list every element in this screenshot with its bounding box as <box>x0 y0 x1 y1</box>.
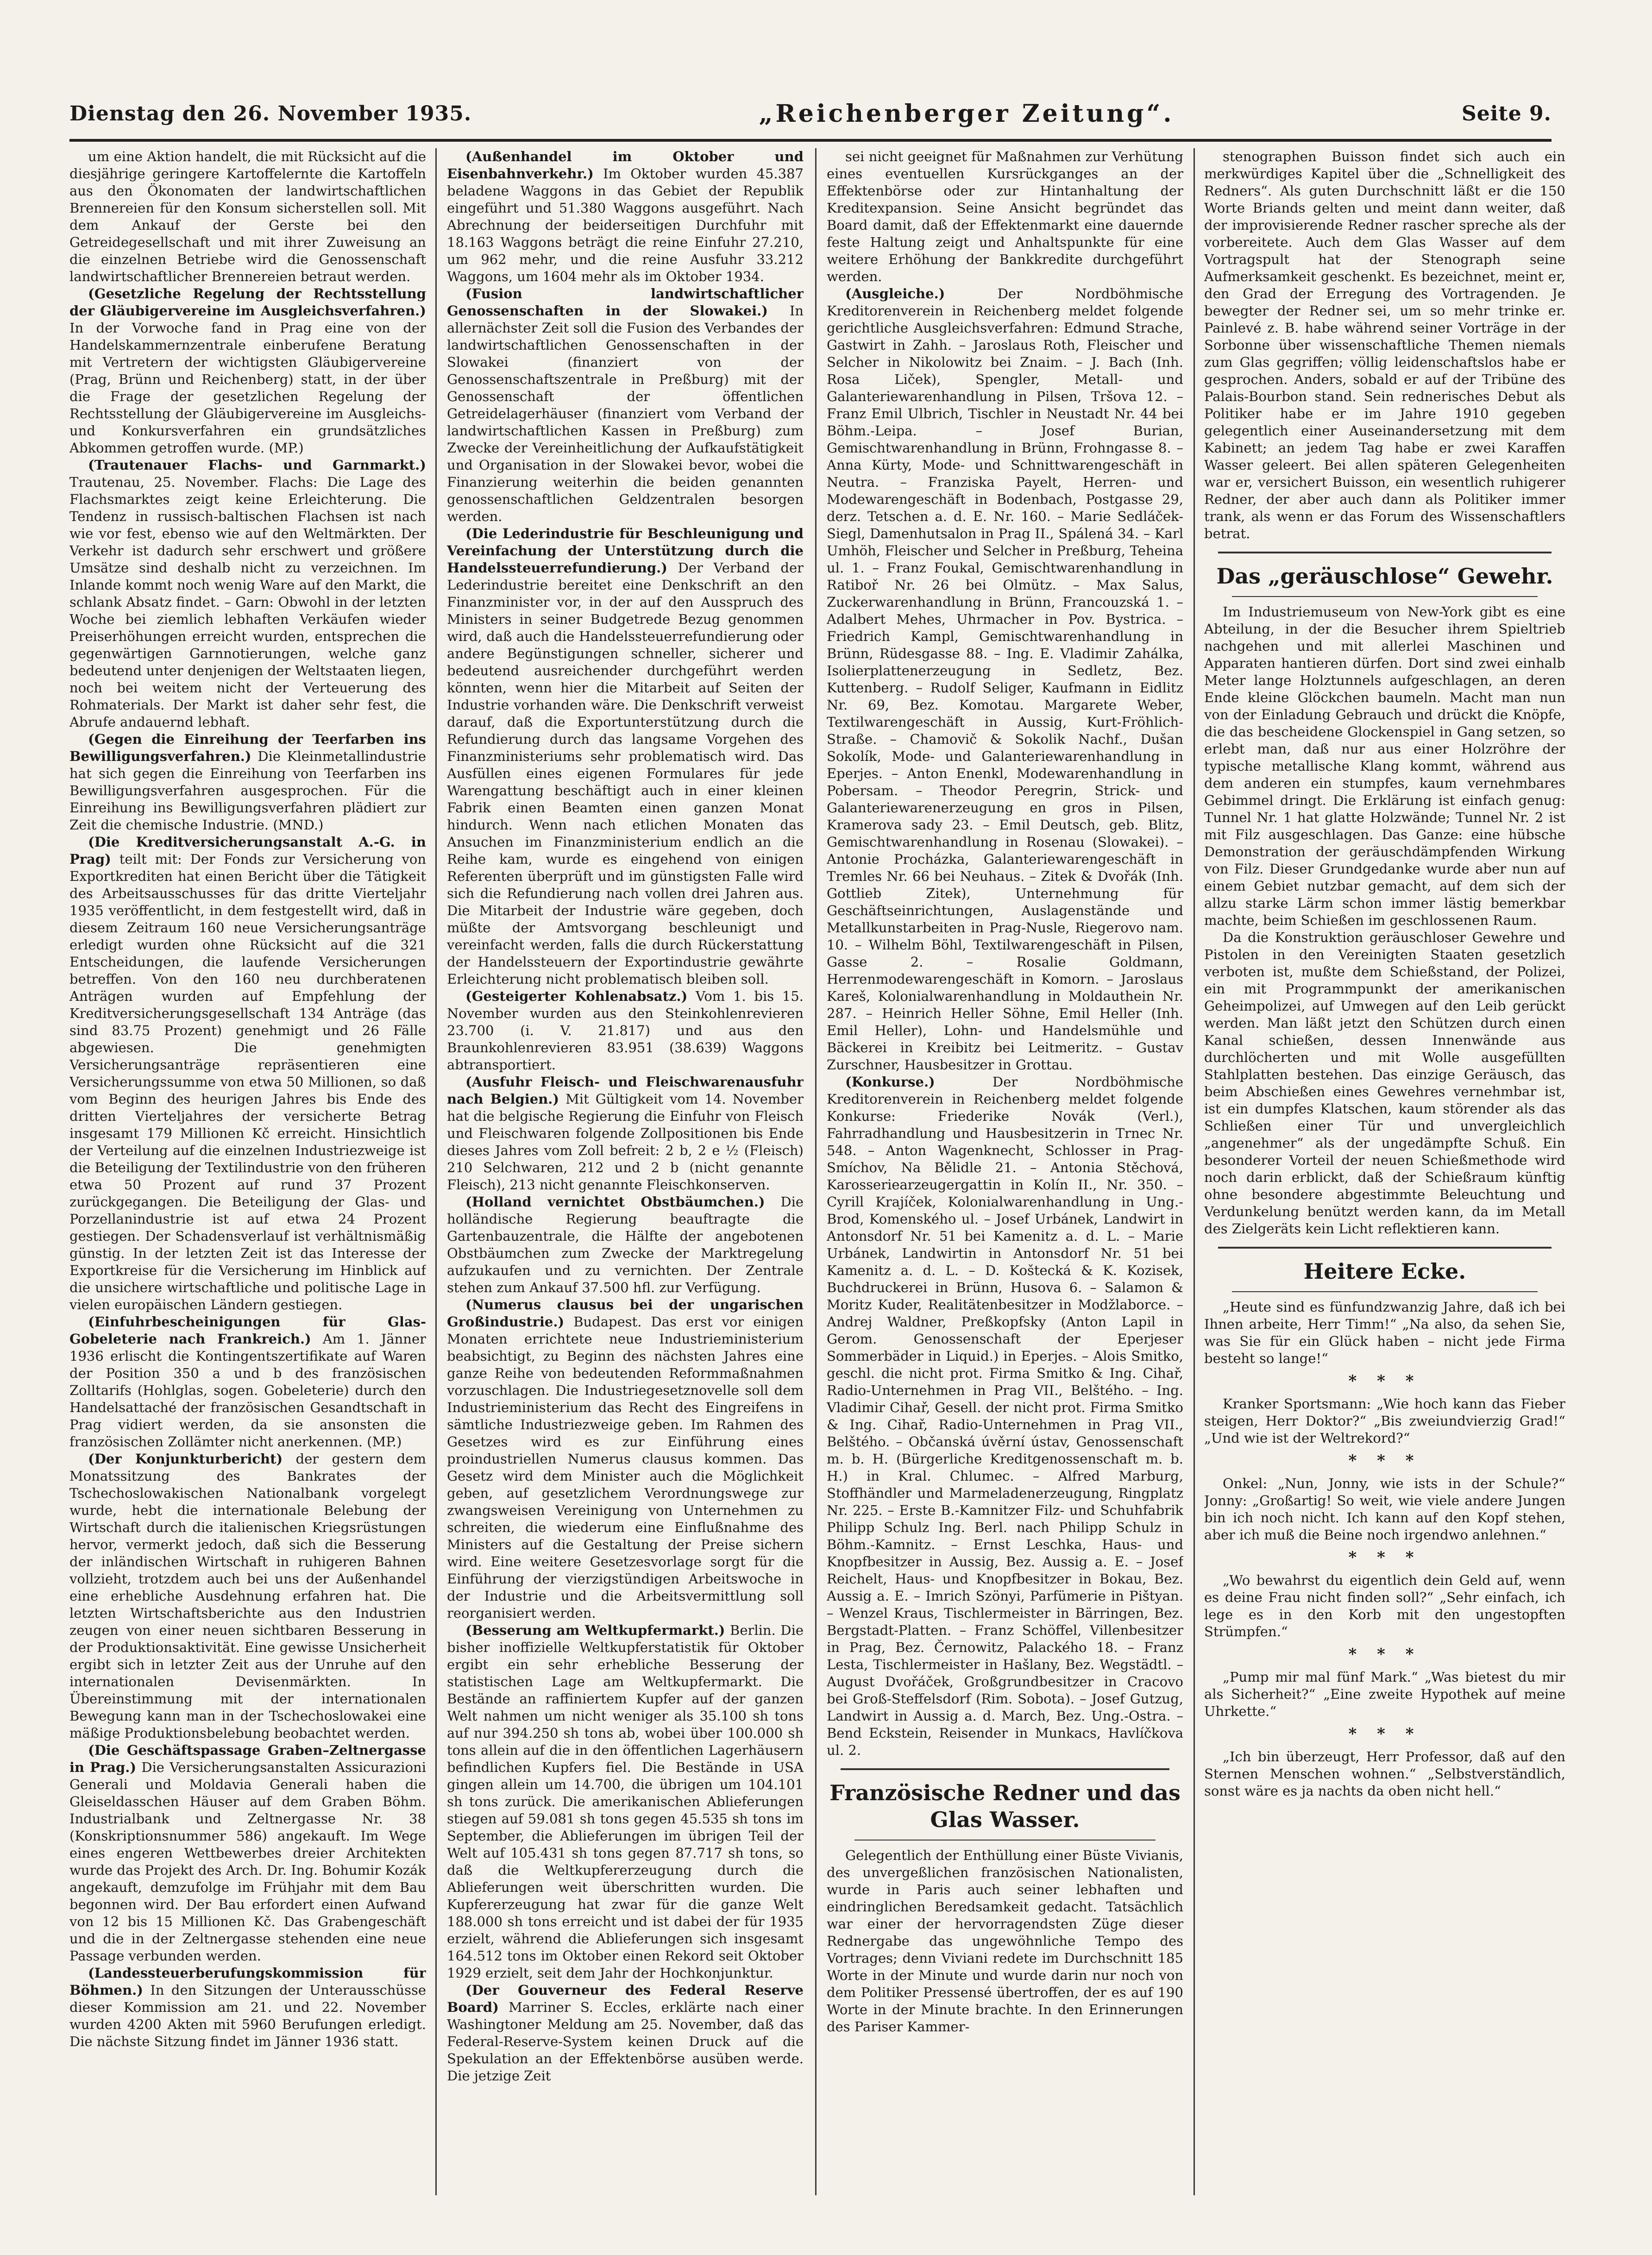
news-item <box>447 1074 804 1193</box>
title-underline <box>1232 596 1538 597</box>
title-underline <box>1232 1291 1538 1292</box>
article-paragraph: Gelegentlich der Enthüllung einer Büste Vivianis, des unvergeßlichen französischen Nationalisten, wurde in Paris auch seiner lebhaften und eindringlichen Beredsamkeit gedacht. Tatsächlich war einer der hervorragendsten Züge dieser Rednergabe das ungewöhnliche Tempo des Vortrages; denn Viviani redete im Durchschnitt 185 Worte in der Minute und wurde darin nur noch von dem Politiker Pressensé übertroffen, der es auf 190 Worte in der Minute brachte. In den Erinnerungen des Pariser Kammer- <box>827 1847 1183 2035</box>
news-item-body: Die Versicherungsanstalten Assicurazioni Generali und Moldavia Generali haben die Gleiseldasschen Häuser auf dem Graben Böhm. Industrialbank und Zeltnergasse Nr. 38 (Konskriptionsnummer 586) angekauft. Im Wege eines engeren Wettbewerbes dreier Architekten wurde das Projekt des Arch. Dr. Ing. Bohumir Kozák angekauft, demzufolge im Frühjahr mit dem Bau begonnen wird. Der Bau erfordert einen Aufwand von 12 bis 15 Millionen Kč. Das Grabengeschäft und die in der Zeltnergasse stehenden eine neue Passage verbunden werden. <box>69 1759 426 1964</box>
news-item-body: Der Nordböhmische Kreditorenverein in Reichenberg meldet folgende gerichtliche Ausgleichsverfahren: Edmund Strache, Gastwirt in Zahh. – Jaroslaus Roth, Fleischer und Selcher in Nikolowitz bei Znaim. – J. Bach (Inh. Rosa Liček), Spengler, Metall- und Galanteriewarenhandlung in Pilsen, Tršova 12. – Franz Emil Ulbrich, Tischler in Neustadt Nr. 44 bei Böhm.-Leipa. – Josef Burian, Gemischtwarenhandlung in Brünn, Frohngasse 8. – Anna Kürty, Mode- und Schnittwarengeschäft in Neutra. – Franziska Payelt, Herren- und Modewarengeschäft in Bodenbach, Postgasse 29, derz. Tetschen a. d. E. Nr. 160. – Marie Sedláček-Siegl, Damenhutsalon in Prag II., Spálená 34. – Karl Umhöh, Fleischer und Selcher in Preßburg, Teheina ul. 1. – Franz Foukal, Gemischtwarenhandlung in Ratiboř Nr. 26 bei Olmütz. – Max Salus, Zuckerwarenhandlung in Brünn, Francouzská 1. – Adalbert Mehes, Uhrmacher in Pov. Bystrica. – Friedrich Kampl, Gemischtwarenhandlung in Brünn, Rüdesgasse 88. – Ing. E. Vladimir Zahálka, Isolierplattenerzeugung in Sedletz, Bez. Kuttenberg. – Rudolf Seliger, Kaufmann in Eidlitz Nr. 69, Bez. Komotau. Margarete Weber, Textilwarengeschäft in Aussig, Kurt-Fröhlich-Straße. – Chamovič & Sokolik Nachf., Dušan Sokolík, Mode- und Galanteriewarenhandlung in Eperjes. – Anton Enenkl, Modewarenhandlung in Pobersam. – Theodor Peregrin, Strick- und Galanteriewarenerzeugung en gros in Pilsen, Kramerova sady 23. – Emil Deutsch, geb. Blitz, Gemischtwarenhandlung in Rosenau (Slowakei). – Antonie Procházka, Galanteriewarengeschäft in Tremles Nr. 66 bei Neuhaus. – Zitek & Dvořák (Inh. Gottlieb Zitek), Unternehmung für Geschäftseinrichtungen, Auslagenstände und Metallkunstarbeiten in Prag-Nusle, Riegerovo nam. 10. – Wilhelm Böhl, Textilwarengeschäft in Pilsen, Gasse 2. – Rosalie Goldmann, Herrenmodewarengeschäft in Komorn. – Jaroslaus Kareš, Kolonialwarenhandlung in Moldauthein Nr. 287. – Heinrich Heller Söhne, Emil Heller (Inh. Emil Heller), Lohn- und Handelsmühle und Bäckerei in Kreibitz bei Leitmeritz. – Gustav Zurschner, Hausbesitzer in Grottau. <box>827 286 1183 1073</box>
news-item <box>69 834 426 1313</box>
news-item-heading: (Trautenauer Flachs- und Garnmarkt.) <box>88 457 426 473</box>
news-item-body: Budapest. Das erst vor einigen Monaten errichtete neue Industrieministerium beabsichtigt, zu Beginn des nächsten Jahres eine ganze Reihe von bedeutenden Reformmaßnahmen vorzuschlagen. Die Industriegesetznovelle soll dem Industrieministerium das Recht des Eingreifens in sämtliche Industriezweige geben. Im Rahmen des Gesetzes wird es zur Einführung eines proindustriellen Numerus clausus kommen. Das Gesetz wird dem Minister auch die Möglichkeit geben, auf gesetzlichem Verordnungswege zur zwangsweisen Vereinigung von Unternehmen zu schreiten, die wiederum eine Einflußnahme des Ministers auf die Gestaltung der Preise sichern wird. Eine weitere Gesetzesvorlage sorgt für die Einführung der vierzigstündigen Arbeitswoche in der Industrie und die Arbeitsvermittlung soll reorganisiert werden. <box>447 1314 804 1621</box>
column-2 <box>447 148 804 2195</box>
section-divider <box>841 1768 1169 1770</box>
news-item-body: Die Kleinmetallindustrie hat sich gegen die Einreihung von Teerfarben ins Bewilligungsverfahren ausgesprochen. Für die Einreihung ins Bewilligungsverfahren plädiert zur Zeit die chemische Industrie. (MND.) <box>69 748 426 833</box>
news-item-body: In den Sitzungen der Unterausschüsse dieser Kommission am 21. und 22. November wurden 4200 Akten mit 5960 Berufungen erledigt. Die nächste Sitzung findet im Jänner 1936 statt. <box>69 1982 426 2049</box>
news-item: sei nicht geeignet für Maßnahmen zur Verhütung eines eventuellen Kursrückganges an der Effektenbörse oder zur Hintanhaltung der Kreditexpansion. Seine Ansicht begründet das Board damit, daß der Effektenmarkt eine dauernde feste Haltung zeigt und Anhaltspunkte für eine weitere Erhöhung der Bankkredite durchgeführt werden. <box>827 149 1183 284</box>
column-rule <box>815 148 817 2195</box>
news-item-body: Die holländische Regierung beauftragte die Gartenbauzentrale, die Hälfte der angebotenen Obstbäumchen zum Zwecke der Marktregelung aufzukaufen und zu vernichten. Der Zentrale stehen zum Ankauf 37.500 hfl. zur Verfügung. <box>447 1194 804 1295</box>
news-item <box>447 988 804 1074</box>
news-item <box>447 1296 804 1622</box>
section-divider <box>1218 1247 1551 1249</box>
news-item: um eine Aktion handelt, die mit Rücksicht auf die diesjährige geringere Kartoffelernte die Kartoffeln aus den Ökonomaten der landwirtschaftlichen Brennereien für den Konsum sicherstellen soll. Mit dem Ankauf der Gerste bei den Getreidegesellschaft und mit ihrer Zuweisung an die einzelnen Betriebe wird die Genossenschaft landwirtschaftlicher Brennereien betraut werden. <box>69 149 426 284</box>
news-item-body: Vom 1. bis 15. November wurden aus den Steinkohlenrevieren 23.700 (i. V. 21.817) und aus den Braunkohlenrevieren 83.951 (38.639) Waggons abtransportiert. <box>447 988 804 1073</box>
news-item <box>69 1742 426 1965</box>
article-paragraph: Im Industriemuseum von New-York gibt es eine Abteilung, in der die Besucher ihrem Spieltrieb nachgehen und mit allerlei Maschinen und Apparaten hantieren dürfen. Dort sind zwei einhalb Meter lange Holztunnels aufgeschlagen, an deren Ende kleine Glöckchen baumeln. Macht man nun von der Einladung Gebrauch und drückt die Knöpfe, die das bescheidene Glockenspiel in Gang setzen, so erlebt man, daß nur aus einer Holzröhre der typische metallische Klang kommt, während aus dem anderen ein stumpfes, kaum vernehmbares Gebimmel dringt. Die Erklärung ist einfach genug: Tunnel Nr. 1 hat glatte Holzwände; Tunnel Nr. 2 ist mit Filz ausgeschlagen. Das Ganze: eine hübsche Demonstration der geräuschdämpfenden Wirkung von Filz. Dieser Grundgedanke wurde aber nun auf einem Gebiet nutzbar gemacht, auf dem sich der allzu starke Lärm schon immer lästig bemerkbar machte, beim Schießen im geschlossenen Raum. <box>1204 604 1565 928</box>
news-item <box>827 1074 1183 1759</box>
section-divider <box>1218 552 1551 553</box>
news-item-body: Im Oktober wurden 45.387 beladene Waggons in das Gebiet der Republik eingeführt und 51.380 Waggons ausgeführt. Nach Abrechnung der beiderseitigen Durchfuhr mit 18.163 Waggons beträgt die reine Einfuhr 27.210, um 962 mehr, und die reine Ausfuhr 33.212 Waggons, um 1604 mehr als im Oktober 1934. <box>447 166 804 284</box>
news-item-heading: (Landessteuerberufungskommission für Böhmen.) <box>69 1965 426 1998</box>
news-item <box>447 1622 804 1982</box>
column-rule <box>1193 148 1195 2195</box>
news-item-heading: (Einfuhrbescheinigungen für Glas-Gobeleterie nach Frankreich.) <box>69 1314 426 1347</box>
joke-separator: * * * <box>1348 1451 1421 1470</box>
news-item <box>69 457 426 731</box>
news-item <box>69 1965 426 2050</box>
news-item-body: Mit Gültigkeit vom 14. November hat die belgische Regierung die Einfuhr von Fleisch und Fleischwaren folgende Zollpositionen bis Ende dieses Jahres vom Zoll befreit: 2 b, 2 e ½ (Fleisch) 210 Selchwaren, 212 und 2 b (nicht genannte Fleisch), 213 nicht genannte Fleischkonserven. <box>447 1091 804 1193</box>
news-item <box>447 1982 804 2085</box>
news-item-heading: (Numerus clausus bei der ungarischen Großindustrie.) <box>447 1297 804 1330</box>
news-item <box>447 285 804 525</box>
masthead <box>69 88 1551 142</box>
news-item <box>827 285 1183 1074</box>
issue-date: Dienstag den 26. November 1935. <box>69 101 472 126</box>
news-item-heading: (Gesteigerter Kohlenabsatz.) <box>465 988 688 1004</box>
news-item-heading: (Ausfuhr Fleisch- und Fleischwarenausfuhr nach Belgien.) <box>447 1074 804 1107</box>
joke-separator: * * * <box>1348 1725 1421 1743</box>
column-4 <box>1204 148 1565 2195</box>
column-1 <box>69 148 426 2195</box>
news-item-heading: (Gesetzliche Regelung der Rechtsstellung der Gläubigervereine im Ausgleichsverfahren.) <box>69 286 426 319</box>
news-item <box>69 1313 426 1451</box>
news-item <box>447 525 804 988</box>
news-item-body: In allernächster Zeit soll die Fusion des Verbandes der landwirtschaftlichen Genossenschaften in der Slowakei (finanziert von der Genossenschaftszentrale in Preßburg) mit der Genossenschaft der öffentlichen Getreidelagerhäuser (finanziert vom Verband der landwirtschaftlichen Kassen in Preßburg) zum Zwecke der Vereinheitlichung der Aufkaufstätigkeit und Organisation in der Slowakei bevor, wobei die Finanzierung weiterhin die beiden genannten genossenschaftlichen Geldzentralen besorgen werden. <box>447 303 804 524</box>
newspaper-title: „Reichenberger Zeitung“. <box>759 99 1175 128</box>
joke: Onkel: „Nun, Jonny, wie ists in der Schule?“ Jonny: „Großartig! So weit, wie viele andere Jungen bin ich noch nicht. Ich kann auf den Kopf stehen, aber ich muß die Beine noch irgendwo anlehnen.“ <box>1204 1476 1565 1543</box>
news-item-heading: (Konkurse.) <box>845 1074 935 1090</box>
news-item-body: der gestern dem Monatssitzung des Bankrates der Tschechoslowakischen Nationalbank vorgelegt wurde, hebt die internationale Belebung der Wirtschaft durch die italienischen Kriegsrüstungen hervor, vermerkt jedoch, daß sich die Besserung der inländischen Wirtschaft in ruhigeren Bahnen vollzieht, trotzdem auch bei uns der Außenhandel eine erhebliche Ausdehnung erfahren hat. Die letzten Wirtschaftsberichte aus den Industrien zeugen von einer neuen sichtbaren Besserung in der Produktionsaktivität. Eine gewisse Unsicherheit ergibt sich in letzter Zeit aus der Unruhe auf den internationalen Devisenmärkten. In Übereinstimmung mit der internationalen Bewegung kann man in der Tschechoslowakei eine mäßige Produktionsbelebung beobachtet werden. <box>69 1451 426 1741</box>
joke: „Heute sind es fünfundzwanzig Jahre, daß ich bei Ihnen arbeite, Herr Timm!“ „Na also, da sehen Sie, was Sie für ein Glück haben – nicht jede Firma besteht so lange!“ <box>1204 1299 1565 1366</box>
humor-section-title: Heitere Ecke. <box>1303 1259 1466 1284</box>
news-item-body: Der Nordböhmische Kreditorenverein in Reichenberg meldet folgende Konkurse: Friederike Novák (Verl.), Fahrradhandlung und Hausbesitzerin in Trnec Nr. 548. – Anton Wagenknecht, Schlosser in Prag-Smíchov, Na Bělidle 21. – Antonia Stěchová, Karosseriearzeugergattin in Kolín II., Nr. 350. – Cyrill Krajíček, Kolonialwarenhandlung in Ung.-Brod, Komenského ul. – Josef Urbánek, Landwirt in Antonsdorf Nr. 51 bei Kamenitz a. d. L. – Marie Urbánek, Landwirtin in Antonsdorf Nr. 51 bei Kamenitz a. d. L. – D. Koštecká & K. Kozisek, Buchdruckerei in Brünn, Husova 6. – Salamon & Moritz Kuder, Realitätenbesitzer in Modžlaborce. – Andrej Waldner, Preßkopfsky (Anton Lapil in Gerom. Genossenschaft der Eperjeser Sommerbäder in Liquid.) in Eperjes. – Alois Smitko, geschl. die nicht prot. Firma Smitko & Ing. Cihař, Radio-Unternehmen in Prag VII., Belštého. – Ing. Vladimir Cihař, Gesell. der nicht prot. Firma Smitko & Ing. Cihař, Radio-Unternehmen in Prag VII., Belštého. – Občanská úvěrní ústav, Genossenschaft m. b. H. (Bürgerliche Kreditgenossenschaft m. b. H.) in Kral. Chlumec. – Alfred Marburg, Stoffhändler und Marmeladenerzeugung, Ringplatz Nr. 225. – Erste B.-Kamnitzer Filz- und Schuhfabrik Philipp Schulz Ing. Berl. nach Philipp Schulz in Böhm.-Kamnitz. – Ernst Leschka, Haus- und Knopfbesitzer in Aussig, Bez. Aussig a. E. – Josef Reichelt, Haus- und Knopfbesitzer in Bokau, Bez. Aussig a. E. – Imrich Szönyi, Parfümerie in Pištyan. – Wenzel Kraus, Tischlermeister in Bärringen, Bez. Bergstadt-Platten. – Franz Schöffel, Villenbesitzer in Prag, Bez. Černowitz, Palackého 18. – Franz Lesta, Tischlermeister in Hašlany, Bez. Wegstädtl. – August Dvořáček, Großgrundbesitzer in Cracovo bei Groß-Steffelsdorf (Rim. Sobota). – Josef Gutzug, Landwirt in Aussig a. d. March, Bez. Ung.-Ostra. – Bend Eckstein, Reisender in Munkacs, Havlíčkova ul. 2. <box>827 1074 1183 1758</box>
article-title: Das „geräuschlose“ Gewehr. <box>1216 564 1553 589</box>
news-item-body: Am 1. Jänner 1936 erlischt die Kontingentszertifikate auf Waren der Position 350 a und b des französischen Zolltarifs (Hohlglas, sogen. Gobeleterie) durch den Handelsattaché der französischen Gesandtschaft in Prag vidiert werden, da sie ansonsten die französischen Zollämter nicht anerkennen. (MP.) <box>69 1331 426 1450</box>
news-item-heading: (Fusion landwirtschaftlicher Genossenschaften in der Slowakei.) <box>447 286 804 319</box>
column-3 <box>827 148 1183 2195</box>
news-item <box>69 285 426 457</box>
joke: „Ich bin überzeugt, Herr Professor, daß auf den Sternen Menschen wohnen.“ „Selbstverständlich, sonst wäre es ja nachts da oben nicht hell.“ <box>1204 1749 1565 1799</box>
news-item-heading: (Gegen die Einreihung der Teerfarben ins Bewilligungsverfahren.) <box>69 731 426 764</box>
news-item-heading: (Der Konjunkturbericht) <box>88 1451 283 1467</box>
news-item-heading: (Außenhandel im Oktober und Eisenbahnverkehr.) <box>447 149 804 182</box>
news-item-heading: (Die Geschäftspassage Graben–Zeltnergasse in Prag.) <box>69 1742 426 1775</box>
news-item-body: teilt mit: Der Fonds zur Versicherung von Exportkrediten hat einen Bericht über die Tätigkeit des Arbeitsausschusses für das dritte Vierteljahr 1935 veröffentlicht, in dem festgestellt wird, daß in diesem Zeitraum 160 neue Versicherungsanträge erledigt wurden ohne Rücksicht auf die 321 Entscheidungen, die laufende Versicherungen betreffen. Von den 160 neu durchberatenen Anträgen wurden auf Empfehlung der Kreditversicherungsgesellschaft 134 Anträge (das sind 83.75 Prozent) genehmigt und 26 Fälle abgewiesen. Die genehmigten Versicherungsanträge repräsentieren eine Versicherungssumme von etwa 50 Millionen, so daß vom Beginn des heurigen Jahres bis Ende des dritten Vierteljahres der versicherte Betrag insgesamt 179 Millionen Kč erreicht. Hinsichtlich der Verteilung auf die einzelnen Industriezweige ist die Beteiligung der Textilindustrie von den früheren etwa 50 Prozent auf rund 37 Prozent zurückgegangen. Die Beteiligung der Glas- und Porzellanindustrie ist auf etwa 24 Prozent gestiegen. Der Schadensverlauf ist verhältnismäßig günstig. In der letzten Zeit ist das Interesse der Exportkreise für die Versicherung im Hinblick auf die unsichere wirtschaftliche und politische Lage in vielen europäischen Ländern gestiegen. <box>69 851 426 1313</box>
news-item <box>69 1451 426 1742</box>
news-item-heading: (Holland vernichtet Obstbäumchen.) <box>465 1194 765 1210</box>
joke-separator: * * * <box>1348 1645 1421 1664</box>
news-item <box>69 731 426 834</box>
news-item-body: Trautenau, 25. November. Flachs: Die Lage des Flachsmarktes zeigt keine Erleichterung. Die Tendenz in russisch-baltischen Flachsen ist nach wie vor fest, ebenso wie auf den Weltmärkten. Der Verkehr ist dadurch sehr erschwert und größere Umsätze sind deshalb nicht zu verzeichnen. Im Inlande kommt noch wenig Ware auf den Markt, die schlank Absatz findet. – Garn: Obwohl in der letzten Woche bei ziemlich lebhaften Verkäufen wieder Preiserhöhungen erreicht wurden, entsprechen die gegenwärtigen Garnnotierungen, welche ganz bedeutend unter denjenigen der Weltstaaten liegen, noch bei weitem nicht der Verteuerung des Rohmaterials. Der Markt ist daher sehr fest, die Abrufe andauernd lebhaft. <box>69 474 426 730</box>
column-rule <box>435 148 437 2195</box>
joke-separator: * * * <box>1348 1372 1421 1390</box>
joke-separator: * * * <box>1348 1548 1421 1567</box>
news-item-heading: (Ausgleiche.) <box>845 286 945 302</box>
news-item-body: Berlin. Die bisher inoffizielle Weltkupferstatistik für Oktober ergibt ein sehr erhebliche Besserung der statistischen Lage am Weltkupfermarkt. Die Bestände an raffiniertem Kupfer auf der ganzen Welt nahmen um nicht weniger als 35.100 sh tons auf nur 394.250 sh tons ab, wobei über 100.000 sh tons allein auf die in den öffentlichen Lagerhäusern befindlichen Kupfers fiel. Die Bestände in USA gingen allein um 14.700, die übrigen um 104.101 sh tons zurück. Die amerikanischen Ablieferungen stiegen auf 59.081 sh tons gegen 45.535 sh tons im September, die Ablieferungen im übrigen Teil der Welt auf 105.431 sh tons gegen 87.717 sh tons, so daß die Weltkupfererzeugung durch die Ablieferungen weit überschritten wurden. Die Kupfererzeugung hat zwar für die ganze Welt 188.000 sh tons erreicht und ist dabei der für 1935 erzielt, während die Ablieferungen sich insgesamt 164.512 tons im Oktober einen Rekord seit Oktober 1929 erzielt, seit dem Jahr der Hochkonjunktur. <box>447 1622 804 1981</box>
news-item <box>447 148 804 285</box>
news-item-heading: (Der Gouverneur des Federal Reserve Board) <box>447 1982 804 2015</box>
page-number: Seite 9. <box>1461 101 1551 126</box>
article-title: Französische Redner und das Glas Wasser. <box>829 1780 1181 1832</box>
news-item-heading: (Die Kreditversicherungsanstalt A.-G. in Prag) <box>69 834 426 867</box>
news-item-body: Marriner S. Eccles, erklärte nach einer Washingtoner Meldung am 25. November, daß das Federal-Reserve-System keinen Druck auf die Spekulation an der Effektenbörse ausüben werde. Die jetzige Zeit <box>447 1999 804 2084</box>
joke: „Pump mir mal fünf Mark.“ „Was bietest du mir als Sicherheit?“ „Eine zweite Hypothek auf meine Uhrkette.“ <box>1204 1669 1565 1719</box>
joke: Kranker Sportsmann: „Wie hoch kann das Fieber steigen, Herr Doktor?“ „Bis zweiundvierzig Grad!“ „Und wie ist der Weltrekord?“ <box>1204 1396 1565 1446</box>
news-item-heading: (Besserung am Weltkupfermarkt.) <box>465 1622 725 1638</box>
article-paragraph: stenographen Buisson findet sich auch ein merkwürdiges Kapitel über die „Schnelligkeit des Redners“. Als guten Durchschnitt läßt er die 150 Worte Briands gelten und meint dann weiter, daß der improvisierende Redner rascher spreche als der vorbereitete. Auch dem Glas Wasser auf dem Vortragspult hat der Stenograph seine Aufmerksamkeit geschenkt. Es bezeichnet, meint er, den Grad der Erregung des Vortragenden. Je bewegter der Redner sei, um so mehr trinke er. Painlevé z. B. habe während seiner Vorträge in der Sorbonne über wissenschaftliche Themen niemals zum Glas gegriffen; völlig leidenschaftslos habe er gesprochen. Anders, sobald er auf der Tribüne des Palais-Bourbon stand. Sein rednerisches Debut als Politiker habe er im Jahre 1910 gegeben gelegentlich einer Auseinandersetzung mit dem Kabinett; an jedem Tag habe er zwei Karaffen Wasser geleert. Bei allen späteren Gelegenheiten war er, versichert Buisson, ein wesentlich ruhigerer Redner, der aber auch dann als Politiker immer trank, als wenn er das Forum des Wissenschaftlers betrat. <box>1204 149 1565 541</box>
joke: „Wo bewahrst du eigentlich dein Geld auf, wenn es deine Frau nicht finden soll?“ „Sehr einfach, ich lege es in den Korb mit den ungestopften Strümpfen.“ <box>1204 1572 1565 1639</box>
article-paragraph: Da die Konstruktion geräuschloser Gewehre und Pistolen in den Vereinigten Staaten gesetzlich verboten ist, mußte dem Schießstand, der Polizei, ein mit Programmpunkt der amerikanischen Geheimpolizei, auf Umwegen auf den Leib gerückt werden. Man läßt jetzt den Schützen durch einen Kanal schießen, dessen Innenwände aus durchlöcherten und mit Wolle ausgefüllten Stahlplatten bestehen. Das einzige Geräusch, das beim Abschießen eines Gewehres vernehmbar ist, ist ein dumpfes Klatschen, kaum störender als das Schließen einer Tür und unvergleichlich „angenehmer“ als der ungedämpfte Schuß. Ein besonderer Vorteil der neuen Schießmethode wird noch darin erblickt, daß der Schießraum künftig ohne besondere abgestimmte Beleuchtung und Verdunkelung benützt werden kann, da im Metall des Zielgeräts kein Licht reflektieren kann. <box>1204 930 1565 1237</box>
news-item-body: Der Verband der Lederindustrie bereitet eine Denkschrift an den Finanzminister vor, in der auf den Ausspruch des Ministers in seiner Budgetrede Bezug genommen wird, daß auch die Handelssteuerrefundierung oder andere Begünstigungen schneller, sicherer und bedeutend ausreichender durchgeführt werden könnten, wenn hier die Mitarbeit auf Seiten der Industrie vorhanden wäre. Die Denkschrift verweist darauf, daß die Exportunterstützung durch die Refundierung durch das langsame Vorgehen des Finanzministeriums sehr problematisch wird. Das Ausfüllen eines eigenen Formulares für jede Warengattung beschäftigt auch in einer kleinen Fabrik einen Beamten einen ganzen Monat hindurch. Wenn nach etlichen Monaten das Ansuchen im Finanzministerium endlich an die Reihe kam, wurde es eingehend von einigen Referenten überprüft und im günstigsten Falle wird sich die Refundierung nach vollen drei Jahren aus. Die Mitarbeit der Industrie wäre gegeben, doch müßte der Amtsvorgang beschleunigt und vereinfacht werden, falls die durch Rückerstattung der Handelssteuern der Exportindustrie gewährte Erleichterung nicht problematisch bleiben soll. <box>447 560 804 987</box>
news-item-heading: (Die Lederindustrie für Beschleunigung und Vereinfachung der Unterstützung durch die Handelssteuerrefundierung.) <box>447 526 804 576</box>
news-item <box>447 1193 804 1296</box>
news-item-body: In der Vorwoche fand in Prag eine von der Handelskammernzentrale einberufene Beratung mit Vertretern der wichtigsten Gläubigervereine (Prag, Brünn und Reichenberg) statt, in der über die Frage der gesetzlichen Regelung der Rechtsstellung der Gläubigervereine im Ausgleichs- und Konkursverfahren ein grundsätzliches Abkommen getroffen wurde. (MP.) <box>69 320 426 456</box>
